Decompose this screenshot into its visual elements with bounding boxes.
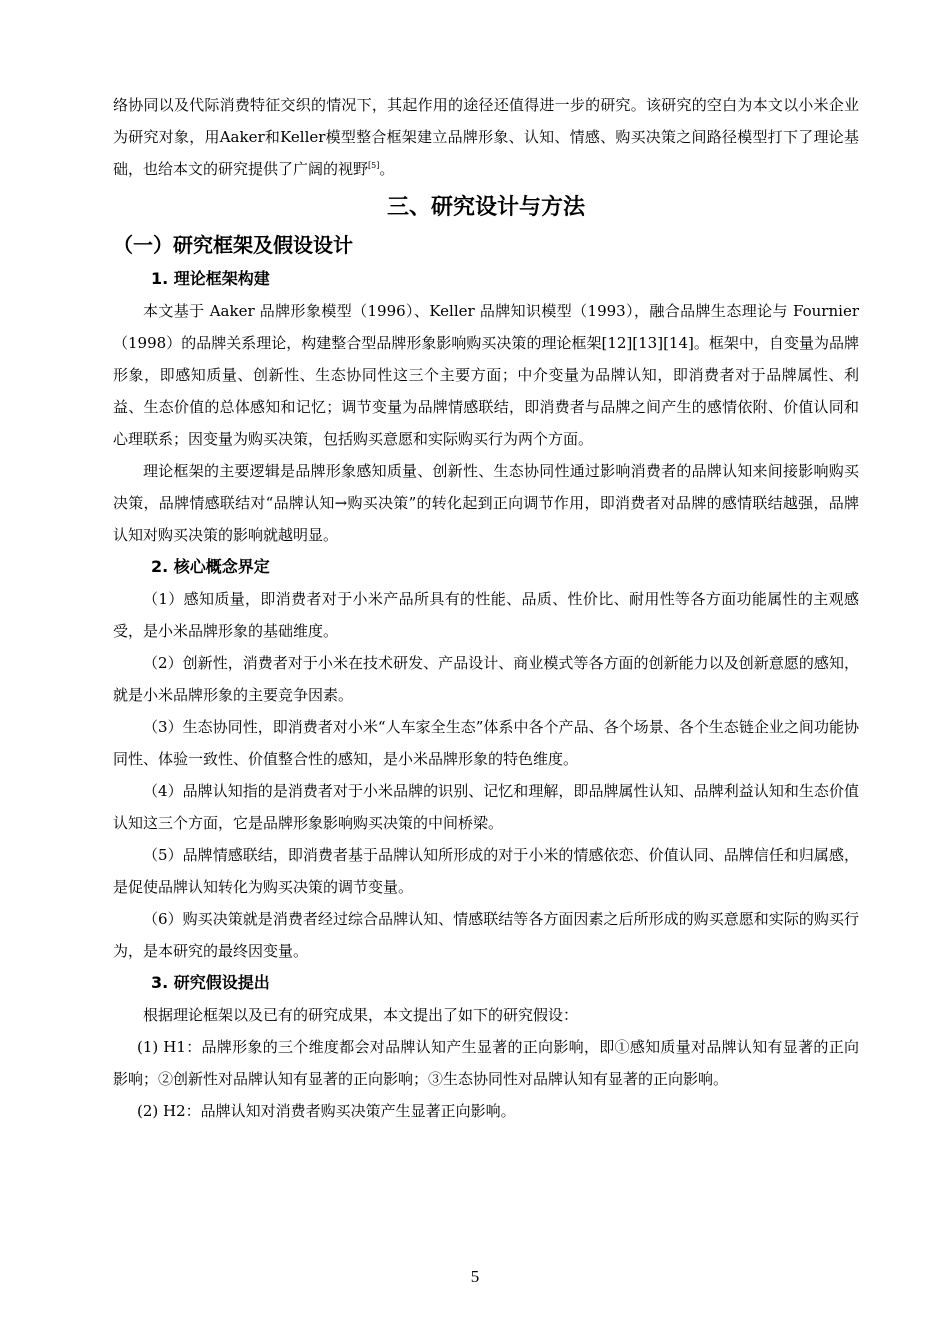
hypothesis-2: (2) H2：品牌认知对消费者购买决策产生显著正向影响。 xyxy=(137,1102,516,1120)
subsection-heading: （一）研究框架及假设设计 xyxy=(113,233,353,257)
hypothesis-1: (1) H1：品牌形象的三个维度都会对品牌认知产生显著的正向影响，即①感知质量对品牌认知有显著的正向影响；②创新性对品牌认知有显著的正向影响；③生态协同性对品牌认知有显著的正向影响。 xyxy=(113,1038,859,1088)
section-heading: 三、研究设计与方法 xyxy=(386,195,585,220)
concept-paragraph-1: （1）感知质量，即消费者对于小米产品所具有的性能、品质、性价比、耐用性等各方面功能属性的主观感受，是小米品牌形象的基础维度。 xyxy=(113,590,859,640)
hypothesis-intro: 根据理论框架以及已有的研究成果，本文提出了如下的研究假设： xyxy=(143,1006,579,1024)
page-number: 5 xyxy=(470,1267,480,1286)
framework-paragraph-2: 理论框架的主要逻辑是品牌形象感知质量、创新性、生态协同性通过影响消费者的品牌认知来间接影响购买决策，品牌情感联结对“品牌认知→购买决策”的转化起到正向调节作用，即消费者对品牌的感情联结越强，品牌认知对购买决策的影响就越明显。 xyxy=(113,462,859,544)
subsubsection-heading-framework: 1. 理论框架构建 xyxy=(151,269,270,288)
intro-text-end: 。 xyxy=(379,160,395,178)
concept-paragraph-2: （2）创新性，消费者对于小米在技术研发、产品设计、商业模式等各方面的创新能力以及创新意愿的感知，就是小米品牌形象的主要竞争因素。 xyxy=(113,654,859,704)
intro-text: 络协同以及代际消费特征交织的情况下，其起作用的途径还值得进一步的研究。该研究的空白为本文以小米企业为研究对象，用Aaker和Keller模型整合框架建立品牌形象、认知、情感、购买决策之间路径模型打下了理论基础，也给本文的研究提供了广阔的视野 xyxy=(113,96,859,178)
intro-paragraph xyxy=(113,89,859,185)
subsubsection-heading-hypotheses: 3. 研究假设提出 xyxy=(151,973,270,992)
concept-paragraph-4: （4）品牌认知指的是消费者对于小米品牌的识别、记忆和理解，即品牌属性认知、品牌利益认知和生态价值认知这三个方面，它是品牌形象影响购买决策的中间桥梁。 xyxy=(113,782,859,832)
concept-paragraph-3: （3）生态协同性，即消费者对小米“人车家全生态”体系中各个产品、各个场景、各个生态链企业之间功能协同性、体验一致性、价值整合性的感知，是小米品牌形象的特色维度。 xyxy=(113,718,859,768)
subsubsection-heading-concepts: 2. 核心概念界定 xyxy=(151,557,270,576)
concept-paragraph-5: （5）品牌情感联结，即消费者基于品牌认知所形成的对于小米的情感依恋、价值认同、品牌信任和归属感，是促使品牌认知转化为购买决策的调节变量。 xyxy=(113,846,859,896)
concept-paragraph-6: （6）购买决策就是消费者经过综合品牌认知、情感联结等各方面因素之后所形成的购买意愿和实际的购买行为，是本研究的最终因变量。 xyxy=(113,910,859,960)
framework-paragraph-1: 本文基于 Aaker 品牌形象模型（1996）、Keller 品牌知识模型（1993），融合品牌生态理论与 Fournier（1998）的品牌关系理论，构建整合型品牌形象影响购买决策的理论框架[12][13][14]。框架中，自变量为品牌形象，即感知质量、创新性、生态协同性这三个主要方面；中介变量为品牌认知，即消费者对于品牌属性、利益、生态价值的总体感知和记忆；调节变量为品牌情感联结，即消费者与品牌之间产生的感情依附、价值认同和心理联系；因变量为购买决策，包括购买意愿和实际购买行为两个方面。 xyxy=(113,302,859,448)
page-content xyxy=(113,89,859,1127)
citation-marker: [5] xyxy=(368,161,380,170)
